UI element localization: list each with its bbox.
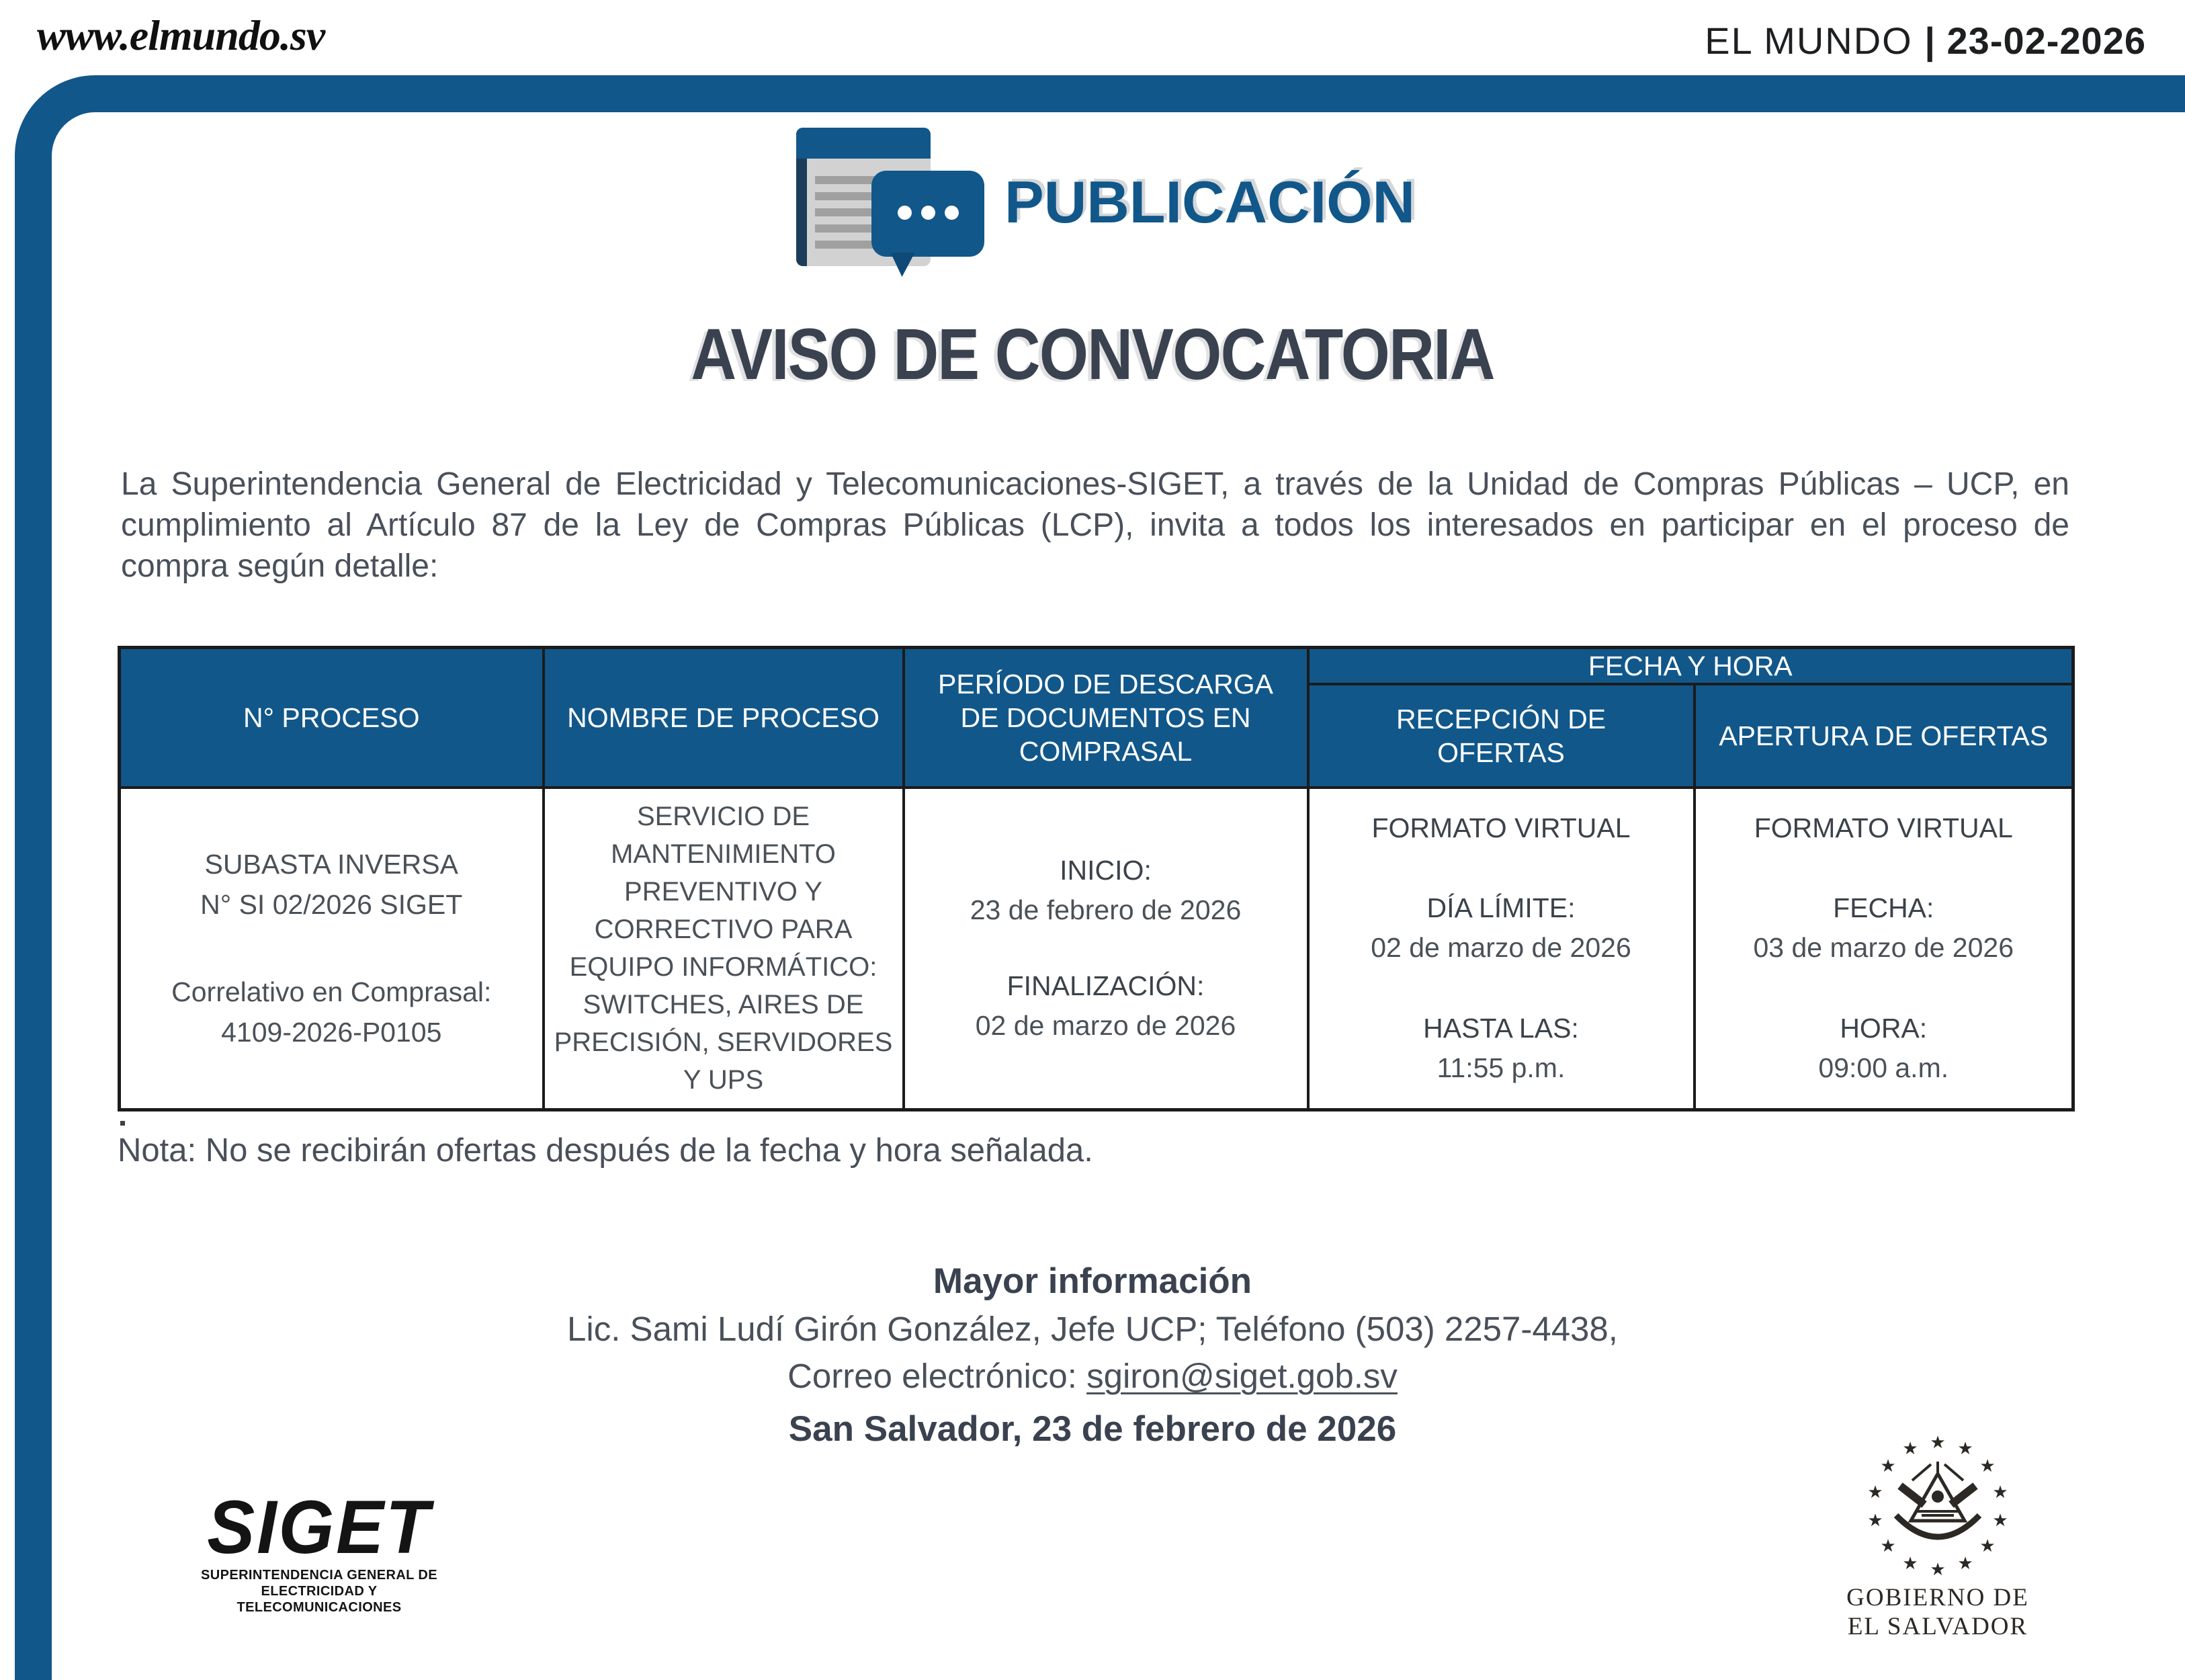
svg-text:★: ★	[1979, 1536, 1996, 1556]
header-apertura: APERTURA DE OFERTAS	[1695, 684, 2073, 788]
masthead-site-url: www.elmundo.sv	[37, 11, 325, 59]
cell-recepcion-ofertas: FORMATO VIRTUAL DÍA LÍMITE: 02 de marzo de 2026 HASTA LAS: 11:55 p.m.	[1308, 788, 1695, 1109]
cell-apertura-ofertas: FORMATO VIRTUAL FECHA: 03 de marzo de 2026 HORA: 09:00 a.m.	[1695, 788, 2073, 1109]
header-recepcion: RECEPCIÓN DE OFERTAS	[1308, 684, 1695, 788]
svg-text:★: ★	[1992, 1482, 2008, 1503]
cell-numero-proceso: SUBASTA INVERSA N° SI 02/2026 SIGET Correlativo en Comprasal: 4109-2026-P0105	[120, 788, 544, 1109]
gobierno-text: GOBIERNO DE	[1846, 1584, 2029, 1611]
masthead-date: | 23-02-2026	[1924, 19, 2146, 62]
email-line	[0, 1356, 2185, 1396]
svg-text:★: ★	[1867, 1482, 1883, 1503]
cell-periodo-descarga: INICIO: 23 de febrero de 2026 FINALIZACIÓN: 02 de marzo de 2026	[904, 788, 1308, 1109]
speech-bubble-icon	[871, 171, 984, 257]
svg-text:★: ★	[1992, 1511, 2008, 1531]
svg-text:★: ★	[1957, 1439, 1973, 1459]
svg-text:★: ★	[1880, 1456, 1896, 1476]
svg-text:★: ★	[1880, 1536, 1896, 1556]
header-nombre: NOMBRE DE PROCESO	[544, 648, 904, 788]
masthead-paper-name: EL MUNDO	[1705, 19, 1913, 62]
intro-line: compra según detalle:	[121, 548, 439, 584]
svg-text:★: ★	[1957, 1554, 1973, 1574]
header-periodo: PERÍODO DE DESCARGA DE DOCUMENTOS EN COMPRASAL	[904, 648, 1308, 788]
banner-title: PUBLICACIÓN	[1004, 169, 1416, 235]
document-header-bar	[796, 128, 931, 159]
dateline: San Salvador, 23 de febrero de 2026	[788, 1409, 1397, 1449]
gobierno-text: EL SALVADOR	[1847, 1613, 2028, 1640]
process-table	[118, 646, 2075, 1111]
ellipsis-dots-icon	[871, 206, 984, 220]
email-label: Correo electrónico:	[787, 1357, 1087, 1395]
siget-wordmark: SIGET	[207, 1485, 431, 1569]
el-salvador-emblem-icon	[1857, 1429, 2018, 1583]
contact-line: Lic. Sami Ludí Girón González, Jefe UCP; Teléfono (503) 2257-4438,	[567, 1310, 1618, 1348]
header-fecha-hora: FECHA Y HORA	[1308, 648, 2073, 685]
masthead-paper-date	[1705, 19, 2146, 62]
gobierno-logo	[1837, 1429, 2039, 1641]
notice-title: AVISO DE CONVOCATORIA	[691, 313, 1494, 394]
stray-dot	[120, 1121, 125, 1126]
info-title: Mayor información	[933, 1261, 1252, 1301]
siget-tagline: ELECTRICIDAD Y TELECOMUNICACIONES	[237, 1584, 402, 1615]
svg-text:★: ★	[1930, 1560, 1946, 1580]
siget-tagline: SUPERINTENDENCIA GENERAL DE	[201, 1568, 437, 1583]
publication-banner	[796, 126, 1535, 274]
header-proceso: N° PROCESO	[120, 648, 544, 788]
siget-logo	[181, 1485, 457, 1615]
email-link[interactable]: sgiron@siget.gob.sv	[1086, 1357, 1398, 1395]
cell-nombre-proceso: SERVICIO DE MANTENIMIENTO PREVENTIVO Y CORRECTIVO PARA EQUIPO INFORMÁTICO: SWITCHES, AIRES DE PRECISIÓN, SERVIDORES Y UPS	[544, 788, 904, 1109]
note-text: Nota: No se recibirán ofertas después de la fecha y hora señalada.	[118, 1132, 1093, 1169]
intro-line: cumplimiento al Artículo 87 de la Ley de Compras Públicas (LCP), invita a todos los interesados en participar en el proceso de	[121, 507, 2069, 543]
svg-text:★: ★	[1902, 1554, 1918, 1574]
svg-text:★: ★	[1867, 1511, 1883, 1531]
svg-text:★: ★	[1979, 1456, 1996, 1476]
intro-paragraph	[121, 464, 2069, 587]
svg-text:★: ★	[1902, 1439, 1918, 1459]
intro-line: La Superintendencia General de Electricidad y Telecomunicaciones-SIGET, a través de la Unidad de Compras Públicas – UCP, en	[121, 466, 2069, 502]
svg-text:★: ★	[1930, 1433, 1946, 1453]
